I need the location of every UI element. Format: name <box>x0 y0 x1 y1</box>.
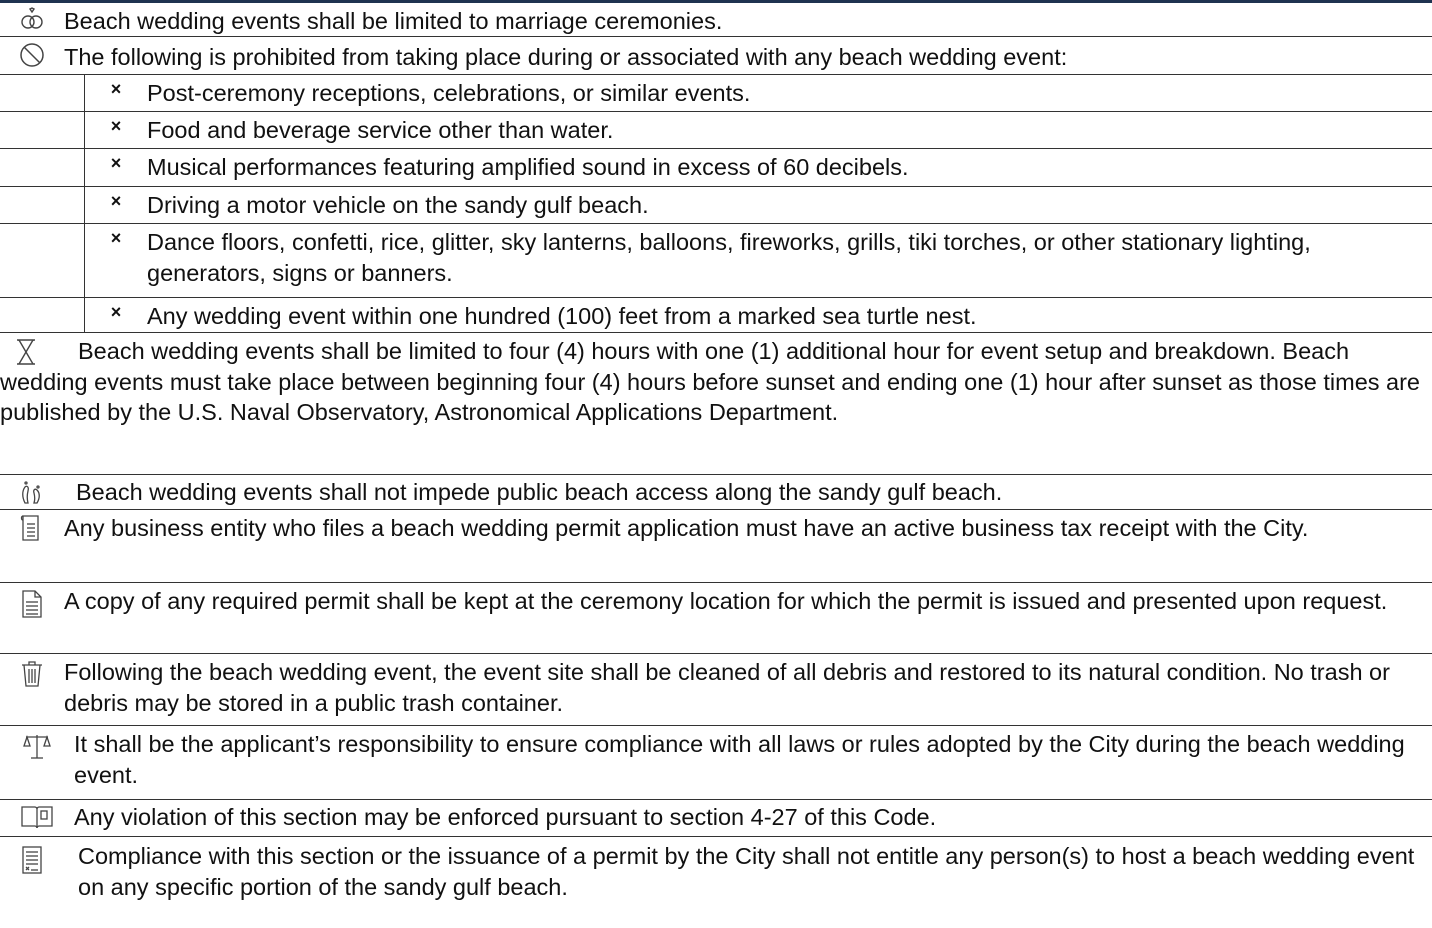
prohibited-item <box>0 75 1432 112</box>
rule-text: Any business entity who files a beach wedding permit application must have an active business tax receipt with the City. <box>64 515 1309 541</box>
x-bullet-icon: × <box>110 79 122 99</box>
prohibited-item <box>0 187 1432 224</box>
x-bullet-icon: × <box>110 191 122 211</box>
rule-text: Following the beach wedding event, the event site shall be cleaned of all debris and restored to its natural condition. No trash or debris may be stored in a public trash container. <box>64 659 1390 716</box>
rule-time-limit <box>0 333 1432 475</box>
prohibited-item-text: Post-ceremony receptions, celebrations, or similar events. <box>147 80 751 106</box>
rule-text: It shall be the applicant’s responsibility to ensure compliance with all laws or rules adopted by the City during the beach wedding event. <box>74 731 1405 788</box>
x-bullet-icon: × <box>110 153 122 173</box>
receipt-icon <box>0 510 64 542</box>
prohibited-item-text: Any wedding event within one hundred (100) feet from a marked sea turtle nest. <box>147 303 977 329</box>
rule-compliance <box>0 726 1432 800</box>
prohibited-item-text: Driving a motor vehicle on the sandy gulf beach. <box>147 192 649 218</box>
hourglass-icon <box>14 338 38 374</box>
prohibited-item-text: Musical performances featuring amplified sound in excess of 60 decibels. <box>147 154 909 180</box>
trash-can-icon <box>0 654 64 688</box>
rule-business-tax <box>0 510 1432 583</box>
x-bullet-icon: × <box>110 228 122 248</box>
footprints-icon <box>0 475 64 505</box>
rule-text: Any violation of this section may be enforced pursuant to section 4-27 of this Code. <box>74 804 937 830</box>
rule-text: The following is prohibited from taking place during or associated with any beach wedding event: <box>64 44 1068 70</box>
rule-permit-copy <box>0 583 1432 654</box>
prohibited-item-text: Dance floors, confetti, rice, glitter, sky lanterns, balloons, fireworks, grills, tiki torches, or other stationary lighting, generators, signs or banners. <box>147 229 1311 286</box>
rule-marriage-only <box>0 3 1432 37</box>
document-icon <box>0 583 64 619</box>
rule-no-entitlement <box>0 837 1432 909</box>
x-bullet-icon: × <box>110 302 122 322</box>
prohibited-item <box>0 149 1432 187</box>
rule-beach-access <box>0 475 1432 510</box>
rule-text: Beach wedding events shall be limited to marriage ceremonies. <box>64 8 723 34</box>
rule-text: Beach wedding events shall not impede public beach access along the sandy gulf beach. <box>76 479 1003 505</box>
wedding-rings-icon <box>0 3 64 32</box>
prohibited-icon <box>0 37 64 68</box>
rule-text: Beach wedding events shall be limited to four (4) hours with one (1) additional hour for event setup and breakdown. Beach wedding events must take place between beginning four (4) hours before sunset and ending one (1) hour after sunset as those times are published by the U.S. Naval Observatory, Astronomical Applications Department. <box>0 338 1421 426</box>
prohibited-item-text: Food and beverage service other than water. <box>147 117 614 143</box>
prohibited-item <box>0 112 1432 149</box>
rule-text: Compliance with this section or the issuance of a permit by the City shall not entitle any person(s) to host a beach wedding event on any specific portion of the sandy gulf beach. <box>78 843 1415 900</box>
rule-enforcement <box>0 800 1432 837</box>
rule-cleanup <box>0 654 1432 726</box>
prohibited-item <box>0 224 1432 298</box>
x-bullet-icon: × <box>110 116 122 136</box>
scales-icon <box>0 726 74 762</box>
prohibited-item <box>0 298 1432 333</box>
form-signature-icon <box>0 837 64 875</box>
rule-prohibited-intro <box>0 37 1432 75</box>
rule-text: A copy of any required permit shall be kept at the ceremony location for which the permit is issued and presented upon request. <box>64 588 1388 614</box>
book-icon <box>0 800 74 829</box>
